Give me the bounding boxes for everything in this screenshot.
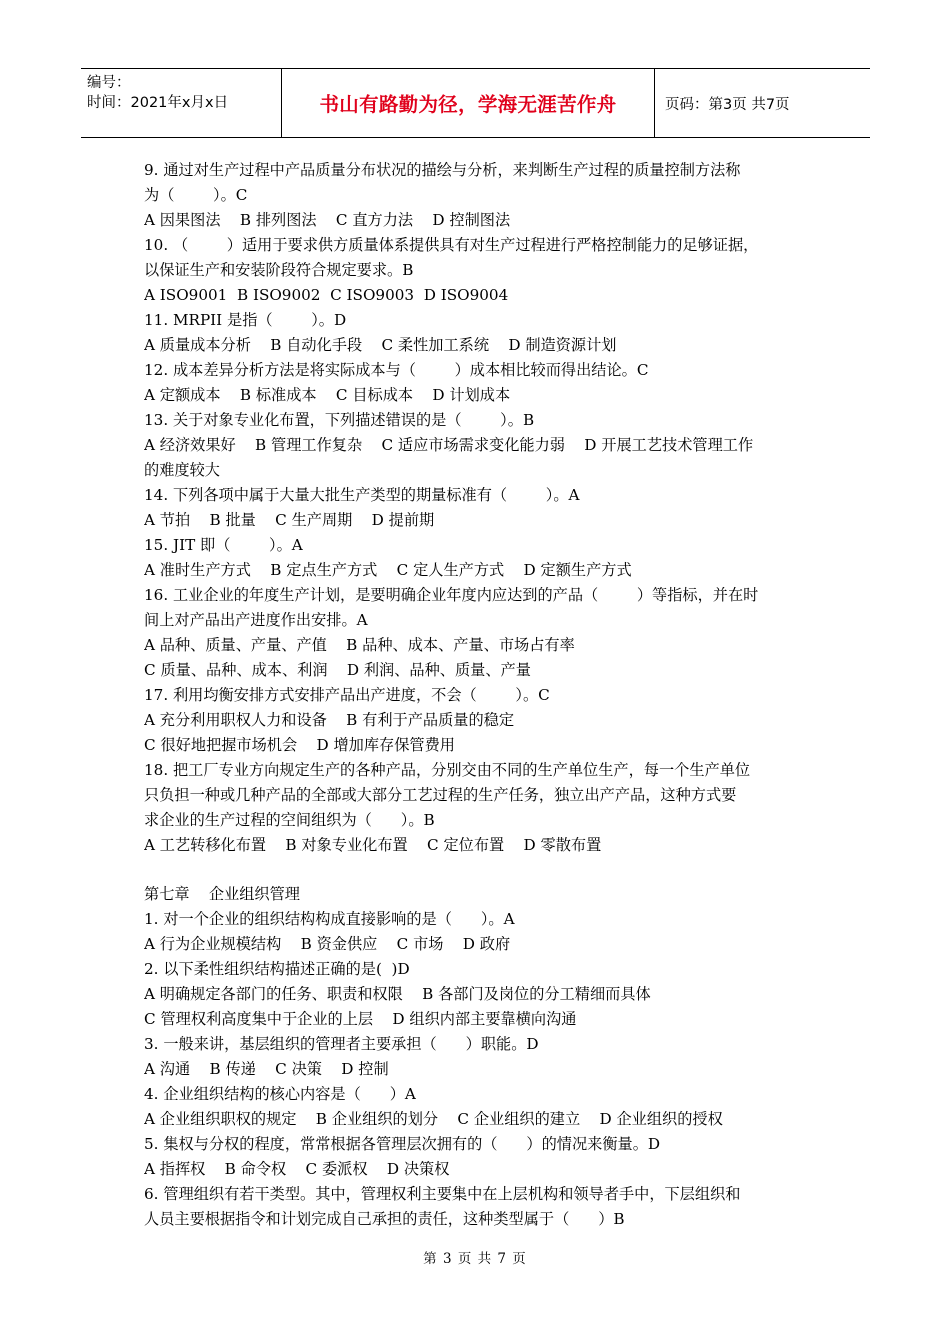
text-line: 3. 一般来讲，基层组织的管理者主要承担（ ）职能。D: [144, 1035, 539, 1053]
text-line: 5. 集权与分权的程度，常常根据各管理层次拥有的（ ）的情况来衡量。D: [144, 1135, 661, 1153]
text-line: 4. 企业组织结构的核心内容是（ ）A: [144, 1085, 416, 1103]
text-line: A 节拍 B 批量 C 生产周期 D 提前期: [144, 511, 435, 529]
text-line: A 指挥权 B 命令权 C 委派权 D 决策权: [144, 1160, 450, 1178]
text-line: A 准时生产方式 B 定点生产方式 C 定人生产方式 D 定额生产方式: [144, 561, 632, 579]
text-line: 人员主要根据指令和计划完成自己承担的责任，这种类型属于（ ）B: [144, 1210, 625, 1228]
document-date: 时间：2021年x月x日: [87, 95, 229, 111]
document-body: [144, 158, 820, 1232]
page-header: [81, 68, 870, 138]
text-line: 1. 对一个企业的组织结构构成直接影响的是（ ）。A: [144, 910, 515, 928]
section-gap: [144, 858, 820, 882]
text-line: A 因果图法 B 排列图法 C 直方力法 D 控制图法: [144, 211, 511, 229]
text-line: C 质量、品种、成本、利润 D 利润、品种、质量、产量: [144, 661, 531, 679]
header-page-info-cell: [655, 69, 870, 137]
text-line: 15. JIT 即（ ）。A: [144, 536, 303, 554]
text-line: 18. 把工厂专业方向规定生产的各种产品，分别交由不同的生产单位生产，每一个生产单位: [144, 761, 751, 779]
text-line: 10. （ ）适用于要求供方质量体系提供具有对生产过程进行严格控制能力的足够证据，: [144, 236, 759, 254]
text-line: 的难度较大: [144, 461, 220, 479]
text-line: 11. MRPII 是指（ ）。D: [144, 311, 347, 329]
header-motto: 书山有路勤为径，学海无涯苦作舟: [319, 93, 617, 116]
question-section-chapter-7: [144, 882, 820, 1232]
text-line: 2. 以下柔性组织结构描述正确的是( )D: [144, 960, 410, 978]
text-line: 17. 利用均衡安排方式安排产品出产进度，不会（ ）。C: [144, 686, 550, 704]
text-line: A 行为企业规模结构 B 资金供应 C 市场 D 政府: [144, 935, 511, 953]
text-line: 9. 通过对生产过程中产品质量分布状况的描绘与分析，来判断生产过程的质量控制方法称: [144, 161, 741, 179]
text-line: 以保证生产和安装阶段符合规定要求。B: [144, 261, 414, 279]
text-line: 13. 关于对象专业化布置，下列描述错误的是（ ）。B: [144, 411, 535, 429]
text-line: 12. 成本差异分析方法是将实际成本与（ ）成本相比较而得出结论。C: [144, 361, 649, 379]
header-motto-cell: [281, 69, 655, 137]
text-line: A ISO9001 B ISO9002 C ISO9003 D ISO9004: [144, 286, 509, 304]
text-line: 14. 下列各项中属于大量大批生产类型的期量标准有（ ）。A: [144, 486, 580, 504]
page-footer: 第 3 页 共 7 页: [423, 1251, 527, 1267]
header-meta: [81, 69, 281, 137]
text-line: A 质量成本分析 B 自动化手段 C 柔性加工系统 D 制造资源计划: [144, 336, 617, 354]
text-line: A 品种、质量、产量、产值 B 品种、成本、产量、市场占有率: [144, 636, 575, 654]
text-line: A 沟通 B 传递 C 决策 D 控制: [144, 1060, 389, 1078]
text-line: C 很好地把握市场机会 D 增加库存保管费用: [144, 736, 455, 754]
text-line: 第七章 企业组织管理: [144, 885, 300, 903]
text-line: C 管理权利高度集中于企业的上层 D 组织内部主要靠横向沟通: [144, 1010, 577, 1028]
document-number-label: 编号：: [87, 75, 131, 91]
text-line: 间上对产品出产进度作出安排。A: [144, 611, 368, 629]
text-line: 16. 工业企业的年度生产计划，是要明确企业年度内应达到的产品（ ）等指标，并在时: [144, 586, 759, 604]
text-line: 为（ ）。C: [144, 186, 248, 204]
header-page-info: 页码：第3页 共7页: [665, 96, 790, 113]
question-section-chapter-6: [144, 158, 820, 858]
text-line: A 充分利用职权人力和设备 B 有利于产品质量的稳定: [144, 711, 515, 729]
text-line: 6. 管理组织有若干类型。其中，管理权利主要集中在上层机构和领导者手中，下层组织和: [144, 1185, 741, 1203]
text-line: A 定额成本 B 标准成本 C 目标成本 D 计划成本: [144, 386, 511, 404]
text-line: A 企业组织职权的规定 B 企业组织的划分 C 企业组织的建立 D 企业组织的授权: [144, 1110, 723, 1128]
text-line: A 工艺转移化布置 B 对象专业化布置 C 定位布置 D 零散布置: [144, 836, 602, 854]
text-line: 求企业的生产过程的空间组织为（ ）。B: [144, 811, 435, 829]
text-line: 只负担一种或几种产品的全部或大部分工艺过程的生产任务，独立出产产品，这种方式要: [144, 786, 737, 804]
text-line: A 经济效果好 B 管理工作复杂 C 适应市场需求变化能力弱 D 开展工艺技术管理工作: [144, 436, 754, 454]
text-line: A 明确规定各部门的任务、职责和权限 B 各部门及岗位的分工精细而具体: [144, 985, 651, 1003]
